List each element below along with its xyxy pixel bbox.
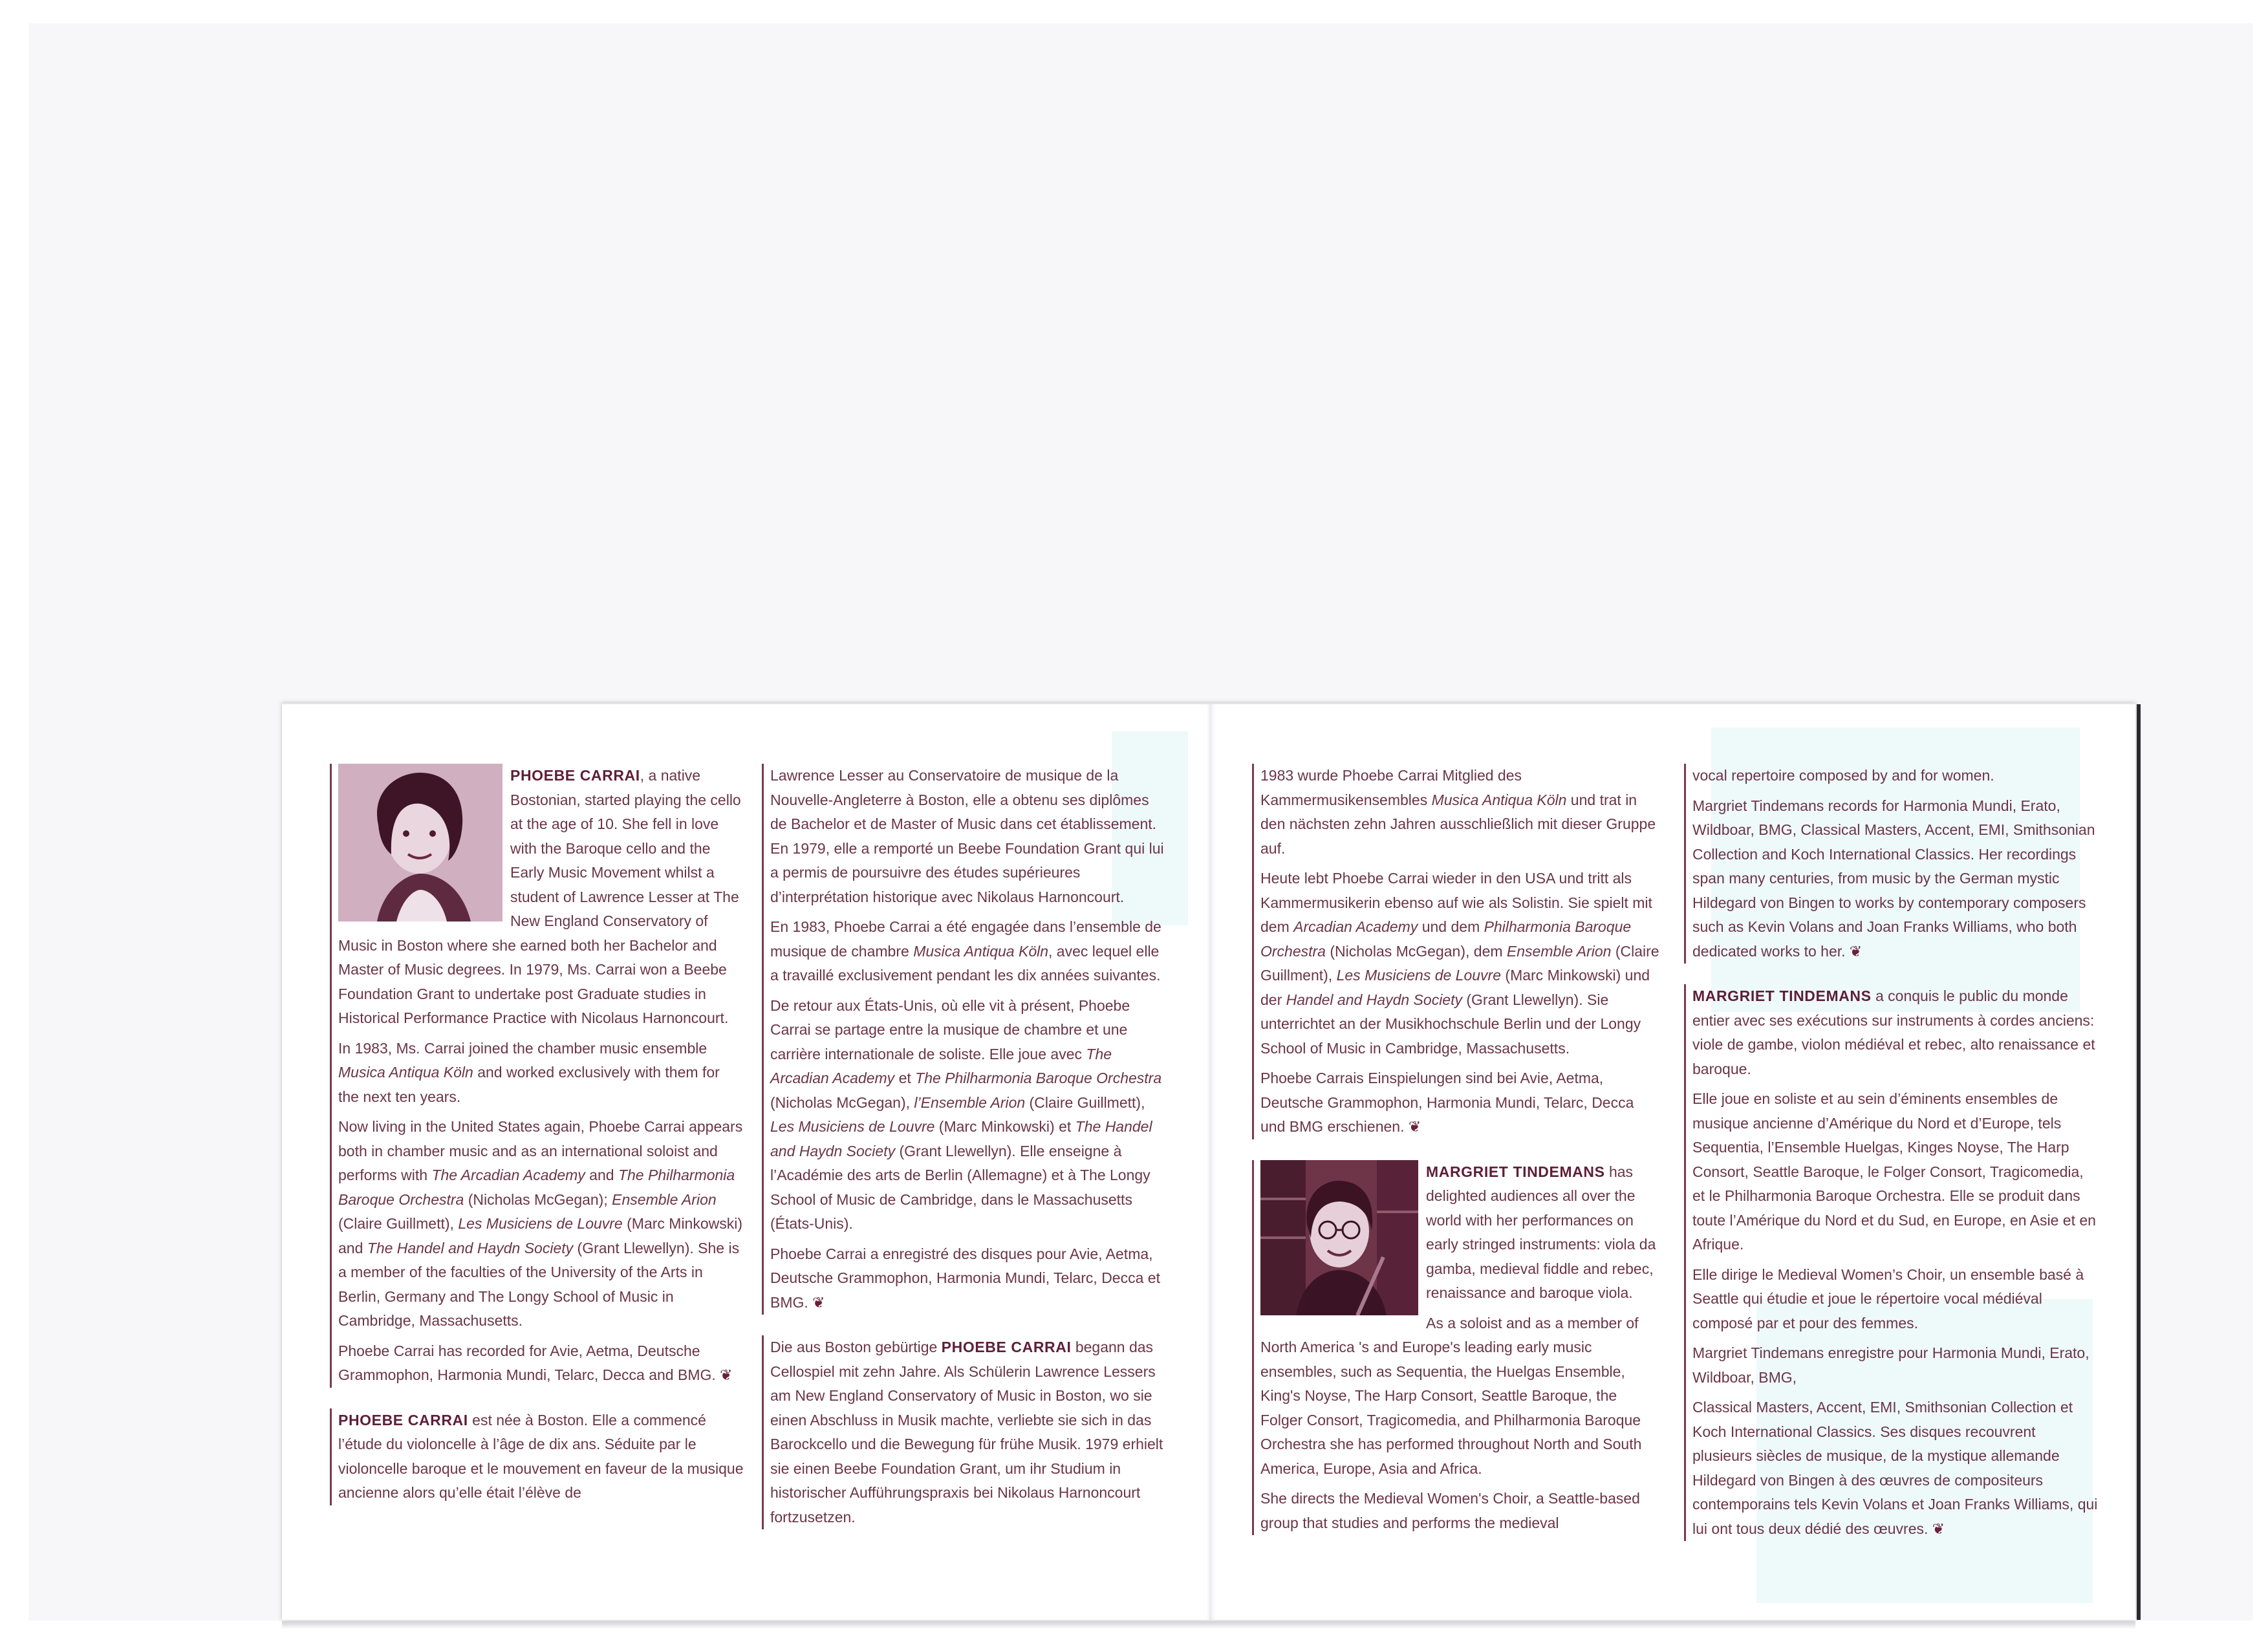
bio-german-carrai <box>762 1335 1169 1529</box>
paragraph-text: En 1983, Phoebe Carrai a été engagée dans l’ensemble de musique de chambre <box>770 918 1161 960</box>
paragraph-text: Now living in the United States again, Phoebe Carrai appears both in chamber music and as an international soloist and performs with <box>338 1118 743 1183</box>
paragraph-text: Phoebe Carrai a enregistré des disques pour Avie, Aetma, Deutsche Grammophon, Harmonia Mundi, Telarc, Decca et BMG. <box>770 1245 1160 1311</box>
ensemble-title: Les Musiciens de Louvre <box>458 1215 623 1232</box>
page-shadow <box>282 1621 2135 1629</box>
ensemble-title: The Arcadian Academy <box>770 1045 1112 1086</box>
bio-french-carrai <box>330 1408 744 1505</box>
paragraph-text: Phoebe Carrai has recorded for Avie, Aetma, Deutsche Grammophon, Harmonia Mundi, Telarc, Decca and BMG. <box>338 1342 716 1383</box>
paragraph-text: Heute lebt Phoebe Carrai wieder in den USA und tritt als Kammermusikerin ebenso auf wie als Solistin. Sie spielt mit dem <box>1260 870 1652 935</box>
column-4 <box>1684 764 2098 1541</box>
name-heading: PHOEBE CARRAI <box>941 1339 1072 1355</box>
column-1 <box>330 764 744 1505</box>
paragraph-text: (Nicholas McGegan), dem <box>1325 942 1507 960</box>
paragraph-text: est née à Boston. Elle a commencé l’étude du violoncelle à l’âge de dix ans. Séduite par le violoncelle baroque et le mouvement en faveur de la musique ancienne alors qu’elle était l’élève de <box>338 1411 744 1501</box>
paragraph-text: und dem <box>1418 918 1484 935</box>
ensemble-title: Les Musiciens de Louvre <box>1336 967 1502 984</box>
paragraph-text: (Claire Guillmett), <box>338 1215 459 1232</box>
name-heading: PHOEBE CARRAI <box>338 1411 468 1428</box>
paragraph-text: Elle dirige le Medieval Women’s Choir, un ensemble basé à Seattle qui étudie et joue le répertoire vocal médiéval composé par et pour des femmes. <box>1692 1266 2084 1331</box>
paragraph-text: (Marc Minkowski) and <box>338 1215 743 1256</box>
paragraph-text: (Grant Llewellyn). She is a member of the faculties of the University of the Arts in Berlin, Germany and The Longy School of Music in Cambridge, Massachusetts. <box>338 1239 740 1329</box>
end-mark-icon: ❦ <box>720 1366 733 1383</box>
paragraph-text: et <box>894 1070 916 1086</box>
paragraph-text: (Marc Minkowski) und der <box>1260 967 1650 1008</box>
end-mark-icon: ❦ <box>1932 1520 1945 1537</box>
paragraph-text: and <box>585 1167 618 1183</box>
paragraph-text: (Marc Minkowski) et <box>934 1118 1075 1135</box>
paragraph-text: She directs the Medieval Women's Choir, a Seattle-based group that studies and performs the medieval <box>1260 1490 1640 1531</box>
bio-english-tindemans <box>1252 1160 1659 1536</box>
ensemble-title: Handel and Haydn Society <box>1286 991 1462 1008</box>
bio-english-tindemans-continued <box>1684 764 2098 964</box>
paragraph-text: begann das Cellospiel mit zehn Jahre. Als Schülerin Lawrence Lessers am New England Conservatory of Music in Boston, wo sie einen Abschluss in Musik machte, verliebte sie sich in das Barockcello und die Bewegung für frühe Musik. 1979 erhielt sie einen Beebe Foundation Grant, um ihr Studium in historischer Aufführungspraxis bei Nikolaus Harnoncourt fortzusetzen. <box>770 1339 1163 1525</box>
page-edge <box>2137 704 2141 1620</box>
paragraph-text: and worked exclusively with them for the next ten years. <box>338 1064 720 1105</box>
name-heading: PHOEBE CARRAI <box>510 767 640 784</box>
bio-german-carrai-continued <box>1252 764 1659 1139</box>
paragraph-text: Margriet Tindemans records for Harmonia Mundi, Erato, Wildboar, BMG, Classical Masters, Accent, EMI, Smithsonian Collection and Koch International Classics. Her recordings span many centuries, from music by the German mystic Hildegard von Bingen to works by contemporary composers such as Kevin Volans and Joan Franks Williams, who both dedicated works to her. <box>1692 797 2095 960</box>
name-heading: MARGRIET TINDEMANS <box>1692 987 1872 1004</box>
booklet-spine <box>1207 704 1216 1620</box>
ensemble-title: The Philharmonia Baroque Orchestra <box>338 1167 735 1208</box>
ensemble-title: Ensemble Arion <box>1506 942 1612 960</box>
ensemble-title: The Handel and Haydn Society <box>770 1118 1152 1159</box>
ensemble-title: The Arcadian Academy <box>431 1167 585 1183</box>
paragraph-text: (Nicholas McGegan), <box>770 1094 914 1111</box>
paragraph-text: In 1983, Ms. Carrai joined the chamber music ensemble <box>338 1039 707 1057</box>
end-mark-icon: ❦ <box>1408 1118 1421 1135</box>
paragraph-text: Phoebe Carrais Einspielungen sind bei Avie, Aetma, Deutsche Grammophon, Harmonia Mundi, Telarc, Decca und BMG erschienen. <box>1260 1070 1634 1135</box>
paragraph-text: Elle joue en soliste et au sein d’éminents ensembles de musique ancienne d’Amérique du Nord et d’Europe, tels Sequentia, l’Ensemble Huelgas, Kinges Noyse, The Harp Consort, Seattle Baroque, le Folger Consort, Tragicomedia, et le Philharmonia Baroque Orchestra. Elle se produit dans toute l’Amérique du Nord et du Sud, en Europe, en Asie et en Afrique. <box>1692 1090 2096 1253</box>
ensemble-title: Les Musiciens de Louvre <box>770 1118 935 1135</box>
bio-french-tindemans <box>1684 984 2098 1541</box>
paragraph-text: (Grant Llewellyn). Sie unterrichtet an der Musikhochschule Berlin und der Longy School of Music in Cambridge, Massachusetts. <box>1260 991 1641 1057</box>
ensemble-title: Musica Antiqua Köln <box>1431 791 1567 808</box>
paragraph-text: De retour aux États-Unis, où elle vit à présent, Phoebe Carrai se partage entre la musique de chambre et une carrière internationale de soliste. Elle joue avec <box>770 997 1130 1062</box>
ensemble-title: The Philharmonia Baroque Orchestra <box>915 1070 1162 1086</box>
ensemble-title: l’Ensemble Arion <box>914 1094 1026 1111</box>
end-mark-icon: ❦ <box>1849 942 1863 960</box>
paragraph-text: As a soloist and as a member of North America 's and Europe's leading early music ensembles, such as Sequentia, the Huelgas Ensemble, King's Noyse, The Harp Consort, Seattle Baroque, the Folger Consort, Tragicomedia, and Philharmonia Baroque Orchestra she has performed throughout North and South America, Europe, Asia and Africa. <box>1260 1314 1642 1477</box>
ensemble-title: Arcadian Academy <box>1293 918 1418 935</box>
ensemble-title: Philharmonia Baroque Orchestra <box>1260 918 1632 960</box>
paragraph-text: a conquis le public du monde entier avec ses exécutions sur instruments à cordes anciens: viole de gambe, violon médiéval et rebec, alto renaissance et baroque. <box>1692 987 2095 1077</box>
name-heading: MARGRIET TINDEMANS <box>1426 1163 1605 1180</box>
portrait-phoebe-carrai <box>338 764 502 921</box>
ensemble-title: Musica Antiqua Köln <box>913 942 1049 960</box>
paragraph-text: , a native Bostonian, started playing the cello at the age of 10. She fell in love with the Baroque cello and the Early Music Movement whilst a student of Lawrence Lesser at The New England Conservatory of Music in Boston where she earned both her Bachelor and Master of Music degrees. In 1979, Ms. Carrai won a Beebe Foundation Grant to undertake post Graduate studies in Historical Performance Practice with Nicolaus Harnoncourt. <box>338 767 741 1026</box>
paragraph-text: (Claire Guillment), <box>1260 942 1659 984</box>
bio-french-carrai-continued <box>762 764 1169 1315</box>
portrait-margriet-tindemans <box>1260 1160 1418 1315</box>
ensemble-title: The Handel and Haydn Society <box>367 1239 574 1256</box>
end-mark-icon: ❦ <box>812 1293 825 1311</box>
paragraph-text: Classical Masters, Accent, EMI, Smithsonian Collection et Koch International Classics. Ses disques recouvrent plusieurs siècles de musique, de la mystique allemande Hildegard von Bingen à des œuvres de compositeurs contemporains tels Kevin Volans et Joan Franks Williams, qui lui ont tous deux dédié des œuvres. <box>1692 1399 2098 1537</box>
booklet-spread <box>282 703 2135 1620</box>
ensemble-title: Ensemble Arion <box>612 1191 717 1208</box>
paragraph-text: , avec lequel elle a travaillé exclusivement pendant les dix années suivantes. <box>770 942 1161 984</box>
paragraph-text: (Claire Guillmett), <box>1025 1094 1145 1111</box>
paragraph-text: vocal repertoire composed by and for women. <box>1692 767 1994 784</box>
paragraph-text: und trat in den nächsten zehn Jahren ausschließlich mit dieser Gruppe auf. <box>1260 791 1656 857</box>
paragraph-text: 1983 wurde Phoebe Carrai Mitglied des Kammermusikensembles <box>1260 767 1522 808</box>
paragraph-text: Die aus Boston gebürtige <box>770 1339 942 1355</box>
paragraph-text: (Grant Llewellyn). Elle enseigne à l’Académie des arts de Berlin (Allemagne) et à The Longy School of Music de Cambridge, dans le Massachusetts (États-Unis). <box>770 1142 1150 1232</box>
paragraph-text: Margriet Tindemans enregistre pour Harmonia Mundi, Erato, Wildboar, BMG, <box>1692 1344 2090 1386</box>
column-2 <box>762 764 1169 1529</box>
paragraph-text: Lawrence Lesser au Conservatoire de musique de la Nouvelle-Angleterre à Boston, elle a obtenu ses diplômes de Bachelor et de Master of Music dans cet établissement. En 1979, elle a remporté un Beebe Foundation Grant qui lui a permis de poursuivre des études supérieures d’interprétation historique avec Nikolaus Harnoncourt. <box>770 767 1164 905</box>
paragraph-text: (Nicholas McGegan); <box>464 1191 612 1208</box>
paragraph-text: has delighted audiences all over the world with her performances on early stringed instruments: viola da gamba, medieval fiddle and rebec, renaissance and baroque viola. <box>1426 1163 1656 1301</box>
ensemble-title: Musica Antiqua Köln <box>338 1064 473 1081</box>
bio-english-carrai <box>330 764 744 1388</box>
column-3 <box>1252 764 1659 1535</box>
